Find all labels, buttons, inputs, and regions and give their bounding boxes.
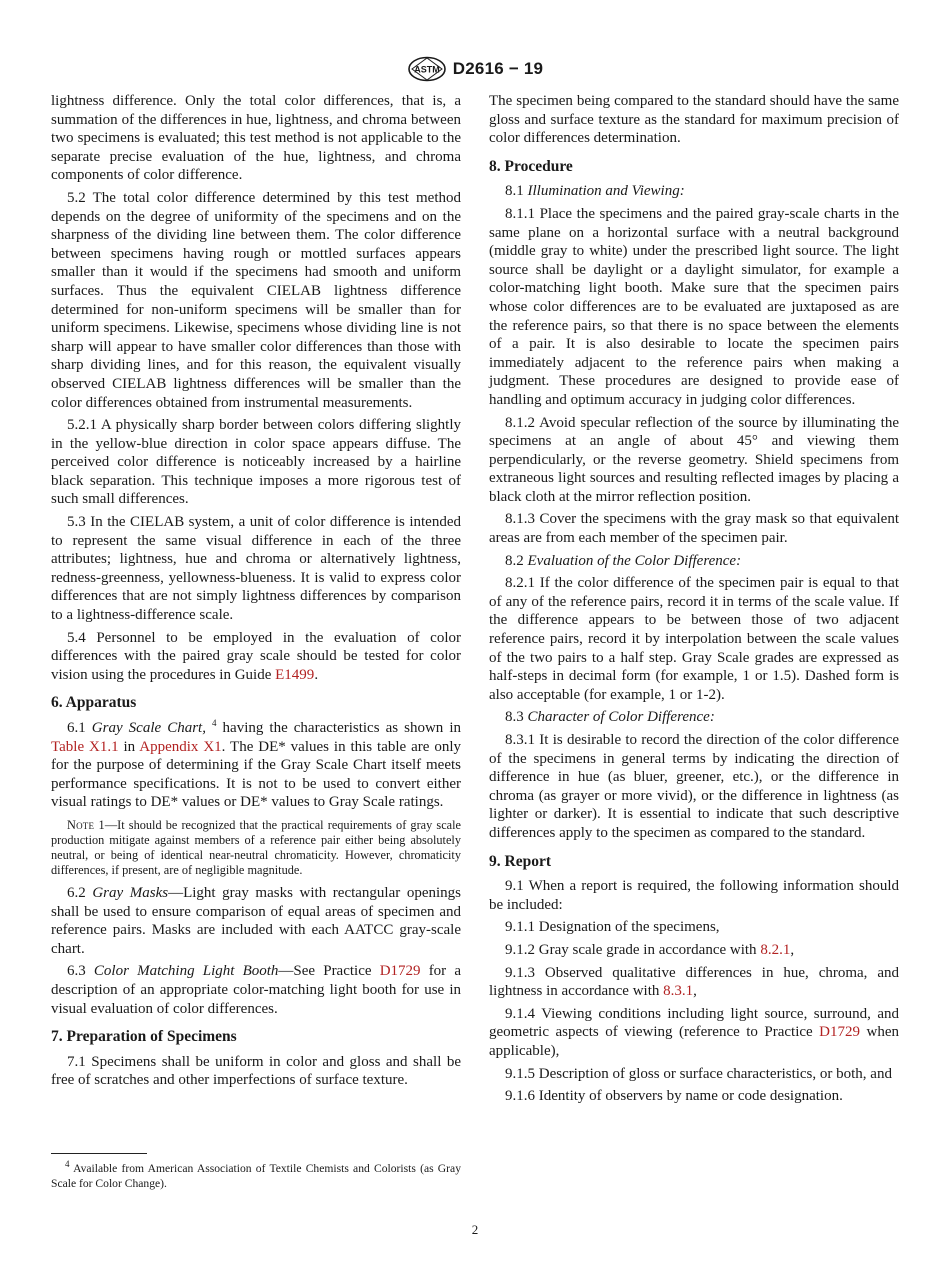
left-column: [51, 92, 461, 1094]
link-8-3-1[interactable]: 8.3.1: [663, 983, 694, 1000]
link-e1499[interactable]: E1499: [275, 666, 315, 683]
paragraph-9-1-4: 9.1.4 Viewing conditions including light source, surround, and geometric aspects of viewing (reference to Practice D1729 when applicable),: [489, 1005, 899, 1059]
right-column: [489, 92, 899, 1110]
paragraph-9-1: 9.1 When a report is required, the following information should be included:: [489, 878, 899, 913]
paragraph-5-4: 5.4 Personnel to be employed in the evaluation of color differences with the paired gray scale should be tested for color vision using the procedures in Guide E1499.: [51, 629, 461, 683]
paragraph-6-1: 6.1 Gray Scale Chart, $^4$ having the characteristics as shown in Table X1.1 in Appendix X1. The DE* values in this table are only for the purpose of determining if the Gray Scale Chart itself meets performance specifications. It is not to be used to convert either visual ratings to DE* values or DE* values to Gray Scale ratings.: [51, 718, 462, 811]
paragraph-8-2: 8.2 Evaluation of the Color Difference:: [505, 552, 742, 569]
page-number: 2: [471, 1222, 479, 1237]
link-d1729-report[interactable]: D1729: [819, 1024, 861, 1041]
document-designation: D2616 − 19: [452, 59, 544, 78]
note-1: Note 1—It should be recognized that the practical requirements of gray scale production mitigate against members of a reference pair either being absolutely neutral, or being of identical near-neutral chromaticity. However, chromaticity differences, if present, are of negligible magnitude.: [51, 817, 461, 877]
paragraph-7-1: 7.1 Specimens shall be uniform in color and gloss and shall be free of scratches and other imperfections of surface texture.: [51, 1053, 461, 1089]
link-d1729[interactable]: D1729: [379, 963, 421, 980]
paragraph-8-1: 8.1 Illumination and Viewing:: [505, 183, 685, 200]
svg-text:ASTM: ASTM: [414, 64, 440, 75]
paragraph-5-3: 5.3 In the CIELAB system, a unit of color difference is intended to represent the same visual difference in each of the three attributes; lightness, hue and chroma or alternatively lightness, redness-greenness, yellowness-blueness. It is valid to express color differences that are not simply lightness differences by comparison to a lightness-difference scale.: [51, 514, 461, 624]
footnote-4: $^4$ Available from American Association of Textile Chemists and Colorists (as Gray Scale for Color Change).: [51, 1159, 461, 1190]
paragraph-6-3: 6.3 Color Matching Light Booth—See Practice D1729 for a description of an appropriate color-matching light booth for use in visual evaluation of color differences.: [51, 963, 461, 1017]
paragraph-8-3: 8.3 Character of Color Difference:: [505, 709, 715, 726]
link-appendix-x1[interactable]: Appendix X1: [139, 738, 222, 755]
paragraph-5-1-continued: lightness difference. Only the total color differences, that is, a summation of the differences in hue, lightness, and chroma between two specimens is evaluated; this test method is not applicable to the separate precise evaluation of the hue, lightness, and chroma components of color difference.: [51, 93, 461, 184]
section-8-heading: 8. Procedure: [489, 157, 573, 175]
paragraph-7-1-continued: The specimen being compared to the standard should have the same gloss and surface texture as the standard for maximum precision of color differences determination.: [489, 93, 899, 147]
paragraph-8-2-1: 8.2.1 If the color difference of the specimen pair is equal to that of any of the reference pairs, record it in terms of the scale value. If the difference appears to be between those of two adjacent reference pairs, record it by interpolation between the scale values of the two pairs to a half step. Gray Scale grades are expressed as half-steps in decimal form (for example, 1 or 1.5). Dashed form is also acceptable (for example, 1 or 1-2).: [489, 575, 899, 703]
section-6-heading: 6. Apparatus: [51, 694, 137, 712]
paragraph-8-1-1: 8.1.1 Place the specimens and the paired gray-scale charts in the same plane on a horizontal surface with a neutral background (middle gray to white) under the prescribed light source. The light source shall be daylight or a daylight simulator, for example a color-matching light booth. Make sure that the specimen pairs whose color differences are to be evaluated are juxtaposed as are the reference pairs, so that there is no space between the elements of a pair. It is also desirable to locate the specimen pairs immediately adjacent to the reference pairs when making a judgment. These procedures are designed to provide ease of handling and optimum accuracy in judging color differences.: [489, 205, 899, 408]
section-7-heading: 7. Preparation of Specimens: [51, 1028, 237, 1046]
paragraph-8-1-2: 8.1.2 Avoid specular reflection of the source by illuminating the specimens at an angle of about 45° and viewing them perpendicularly, or the reverse geometry. Shield specimens from extraneous light sources and resulting reflected images by placing a black cloth at the mirror reflection position.: [489, 414, 899, 505]
footnote-ref-4[interactable]: 4: [212, 718, 217, 728]
page-header: [0, 56, 950, 82]
astm-logo-icon: [407, 56, 447, 82]
paragraph-9-1-3: 9.1.3 Observed qualitative differences in hue, chroma, and lightness in accordance with 8.3.1,: [489, 964, 899, 1000]
section-9-heading: 9. Report: [489, 852, 551, 870]
paragraph-9-1-6: 9.1.6 Identity of observers by name or code designation.: [505, 1088, 843, 1105]
link-8-2-1[interactable]: 8.2.1: [760, 941, 791, 958]
link-table-x1-1[interactable]: Table X1.1: [51, 738, 119, 755]
paragraph-9-1-2: 9.1.2 Gray scale grade in accordance with 8.2.1,: [505, 941, 795, 958]
paragraph-6-2: 6.2 Gray Masks—Light gray masks with rectangular openings shall be used to ensure comparison of equal areas of specimen and reference pairs. Masks are included with each AATCC gray-scale chart.: [51, 884, 461, 957]
paragraph-9-1-1: 9.1.1 Designation of the specimens,: [505, 919, 720, 936]
paragraph-9-1-5: 9.1.5 Description of gloss or surface characteristics, or both, and: [505, 1065, 892, 1082]
paragraph-8-1-3: 8.1.3 Cover the specimens with the gray mask so that equivalent areas are from each member of the specimen pair.: [489, 511, 899, 547]
paragraph-5-2: 5.2 The total color difference determined by this test method depends on the degree of uniformity of the specimens and on the sharpness of the dividing line between them. The color difference between specimens having rough or mottled surfaces appears smaller than it would if the specimens had smooth and uniform surfaces. Thus the equivalent CIELAB lightness difference determined for non-uniform specimens will be smaller than for uniform specimens. Likewise, specimens whose dividing line is not sharp will appear to have smaller color differences than those with sharp dividing lines, and for this reason, the equivalent visually observed CIELAB lightness differences will be smaller than the color differences obtained from instrumental measurements.: [51, 189, 461, 411]
paragraph-8-3-1: 8.3.1 It is desirable to record the direction of the color difference of the specimens in general terms by indicating the direction of difference in hue (as bluer, greener, etc.), or the difference in chroma (as grayer or more vivid), or the difference in lightness (as lighter or darker). It is essential to indicate that such descriptive differences apply to the specimen as compared to the standard.: [489, 732, 899, 841]
paragraph-5-2-1: 5.2.1 A physically sharp border between colors differing slightly in the yellow-blue direction in color space appears diffuse. The perceived color difference is noticeably increased by a hairline black separation. This technique imposes a more rigorous test of such small differences.: [51, 417, 461, 508]
footnote-divider: [51, 1153, 147, 1154]
